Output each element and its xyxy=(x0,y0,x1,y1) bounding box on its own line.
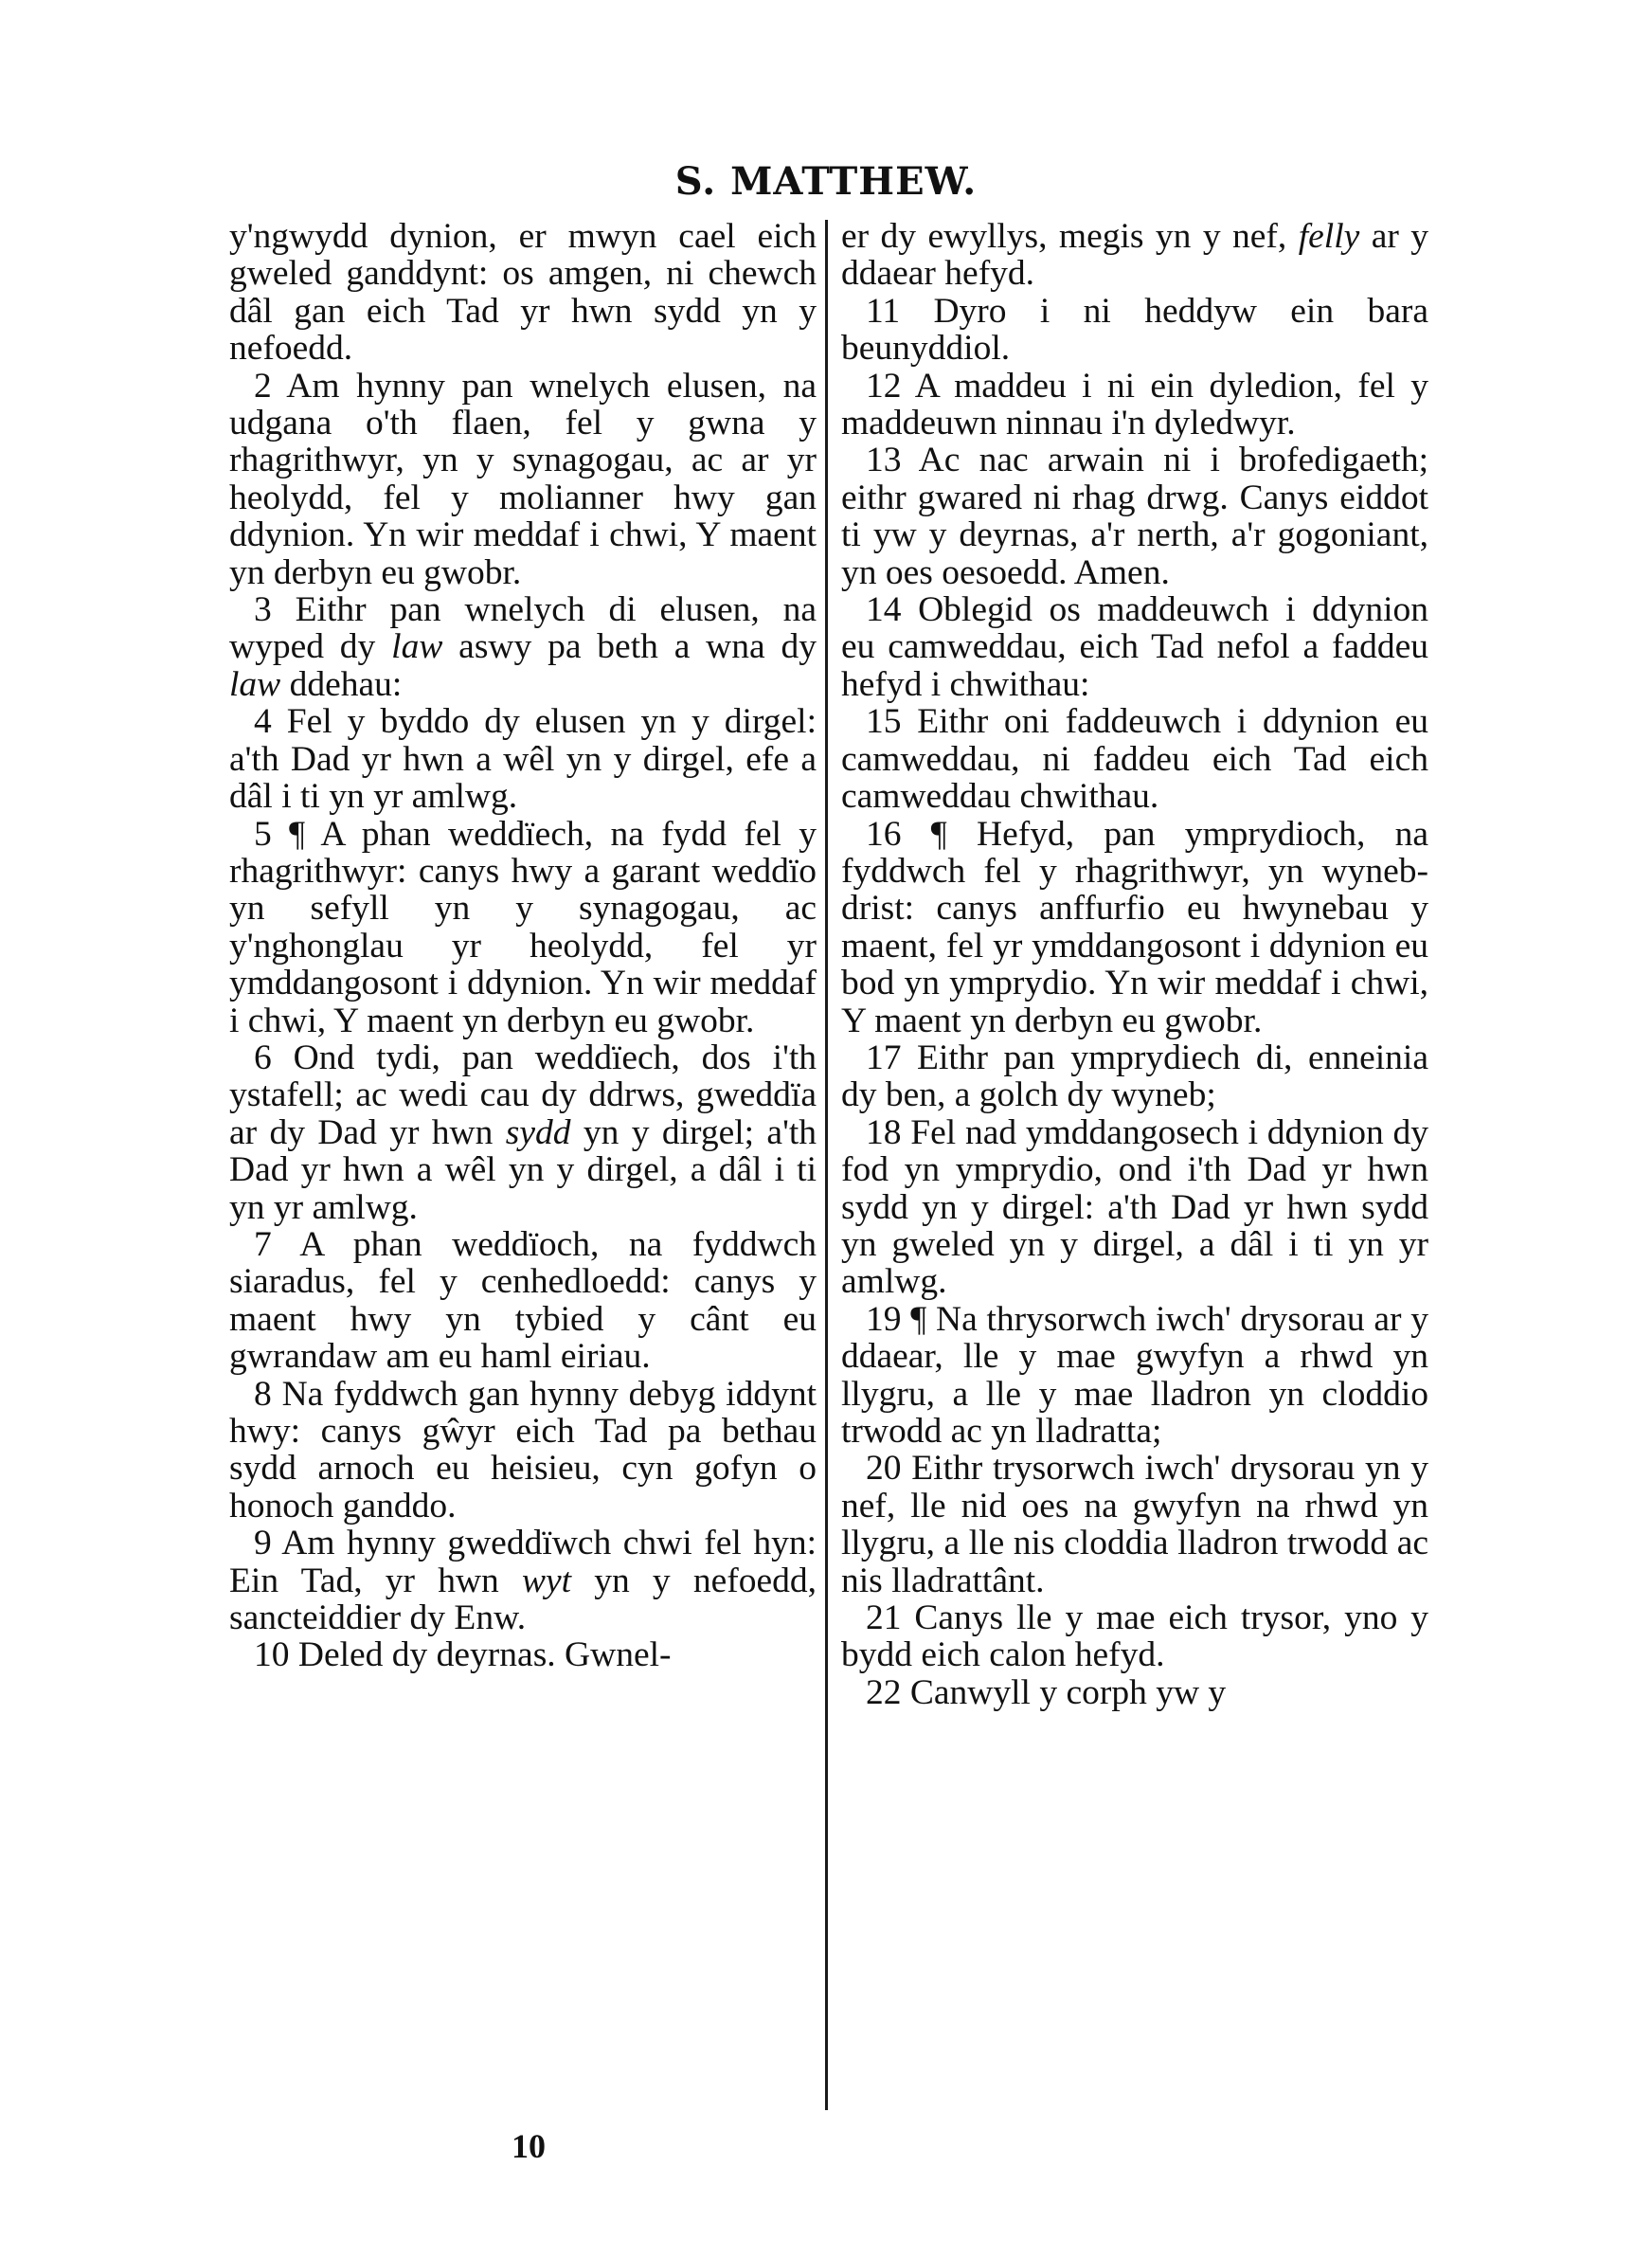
verse-text: ar y ddaear hefyd. xyxy=(841,217,1428,294)
verse-text: 6 Ond tydi, pan weddïech, dos i'th ystafell; ac wedi cau dy ddrws, gweddïa ar dy Dad yr hwn xyxy=(229,1038,817,1152)
italic-word: law xyxy=(391,627,443,667)
verse-text: 9 Am hynny gweddïwch chwi fel hyn: Ein Tad, yr hwn xyxy=(229,1524,817,1600)
verse-paragraph: 16 ¶ Hefyd, pan ymprydioch, na fyddwch fel y rhagrithwyr, yn wyneb-drist: canys anffurfio eu hwynebau y maent, fel yr ymddangosont i ddynion eu bod yn ymprydio. Yn wir meddaf i chwi, Y maent yn derbyn eu gwobr. xyxy=(841,814,1428,1040)
verse-text: yn y nefoedd, sancteiddier dy Enw. xyxy=(229,1561,817,1638)
italic-word: law xyxy=(229,664,281,704)
running-head: S. MATTHEW. xyxy=(674,159,978,204)
verse-paragraph: 19 ¶ Na thrysorwch iwch' drysorau ar y ddaear, lle y mae gwyfyn a rhwd yn llygru, a lle y mae lladron yn cloddio trwodd ac yn lladratta; xyxy=(841,1299,1428,1451)
verse-paragraph: 18 Fel nad ymddangosech i ddynion dy fod yn ymprydio, ond i'th Dad yr hwn sydd yn y dirgel: a'th Dad yr hwn sydd yn gweled yn y dirgel, a dâl i ti yn yr amlwg. xyxy=(841,1112,1428,1302)
right-column xyxy=(841,218,1428,1711)
italic-word: wyt xyxy=(521,1561,572,1600)
verse-paragraph: 15 Eithr oni faddeuwch i ddynion eu camweddau, ni faddeu eich Tad eich camweddau chwithau. xyxy=(841,702,1428,817)
verse-paragraph: 7 A phan weddïoch, na fyddwch siaradus, fel y cenhedloedd: canys y maent hwy yn tybied y cânt eu gwrandaw am eu haml eiriau. xyxy=(229,1224,817,1377)
verse-paragraph: 4 Fel y byddo dy elusen yn y dirgel: a'th Dad yr hwn a wêl yn y dirgel, efe a dâl i ti yn yr amlwg. xyxy=(229,702,817,817)
verse-paragraph: y'ngwydd dynion, er mwyn cael eich gweled ganddynt: os amgen, ni chewch dâl gan eich Tad yr hwn sydd yn y nefoedd. xyxy=(229,217,817,369)
verse-paragraph: 21 Canys lle y mae eich trysor, yno y bydd eich calon hefyd. xyxy=(841,1598,1428,1675)
verse-paragraph: 20 Eithr trysorwch iwch' drysorau yn y nef, lle nid oes na gwyfyn na rhwd yn llygru, a lle nis cloddia lladron trwodd ac nis lladrattânt. xyxy=(841,1449,1428,1600)
verse-paragraph: 10 Deled dy deyrnas. Gwnel- xyxy=(254,1635,672,1675)
verse-paragraph: 2 Am hynny pan wnelych elusen, na udgana o'th flaen, fel y gwna y rhagrithwyr, yn y synagogau, ac ar yr heolydd, fel y molianner hwy gan ddynion. Yn wir meddaf i chwi, Y maent yn derbyn eu gwobr. xyxy=(229,366,817,592)
left-column xyxy=(229,218,817,1674)
verse-text: 3 Eithr pan wnelych di elusen, na wyped dy xyxy=(229,590,817,667)
verse-paragraph: 14 Oblegid os maddeuwch i ddynion eu camweddau, eich Tad nefol a faddeu hefyd i chwithau: xyxy=(841,590,1428,704)
verse-paragraph: 17 Eithr pan ymprydiech di, enneinia dy ben, a golch dy wyneb; xyxy=(841,1038,1428,1115)
verse-text: aswy pa beth a wna dy xyxy=(442,627,817,667)
verse-paragraph xyxy=(229,591,817,703)
verse-paragraph: 13 Ac nac arwain ni i brofedigaeth; eithr gwared ni rhag drwg. Canys eiddot ti yw y deyrnas, a'r nerth, a'r gogoniant, yn oes oesoedd. Amen. xyxy=(841,441,1428,592)
catchword: 10 xyxy=(512,2127,546,2165)
verse-paragraph xyxy=(229,1525,817,1636)
italic-word: sydd xyxy=(505,1112,571,1152)
verse-text: yn y dirgel; a'th Dad yr hwn a wêl yn y dirgel, a dâl i ti yn yr amlwg. xyxy=(229,1112,817,1227)
verse-paragraph: 12 A maddeu i ni ein dyledion, fel y maddeuwn ninnau i'n dyledwyr. xyxy=(841,366,1428,443)
italic-word: felly xyxy=(1298,217,1360,256)
verse-text: ddehau: xyxy=(280,664,403,704)
verse-paragraph: 5 ¶ A phan weddïech, na fydd fel y rhagrithwyr: canys hwy a garant weddïo yn sefyll yn y synagogau, ac y'nghonglau yr heolydd, fel yr ymddangosont i ddynion. Yn wir meddaf i chwi, Y maent yn derbyn eu gwobr. xyxy=(229,814,817,1040)
verse-text: er dy ewyllys, megis yn y nef, xyxy=(841,217,1299,256)
verse-paragraph: 22 Canwyll y corph yw y xyxy=(866,1672,1227,1712)
verse-paragraph: 8 Na fyddwch gan hynny debyg iddynt hwy: canys gŵyr eich Tad pa bethau sydd arnoch eu heisieu, cyn gofyn o honoch ganddo. xyxy=(229,1374,817,1526)
column-divider xyxy=(825,220,828,2110)
verse-paragraph xyxy=(229,1039,817,1226)
verse-paragraph xyxy=(841,218,1428,293)
verse-paragraph: 11 Dyro i ni heddyw ein bara beunyddiol. xyxy=(841,291,1428,369)
